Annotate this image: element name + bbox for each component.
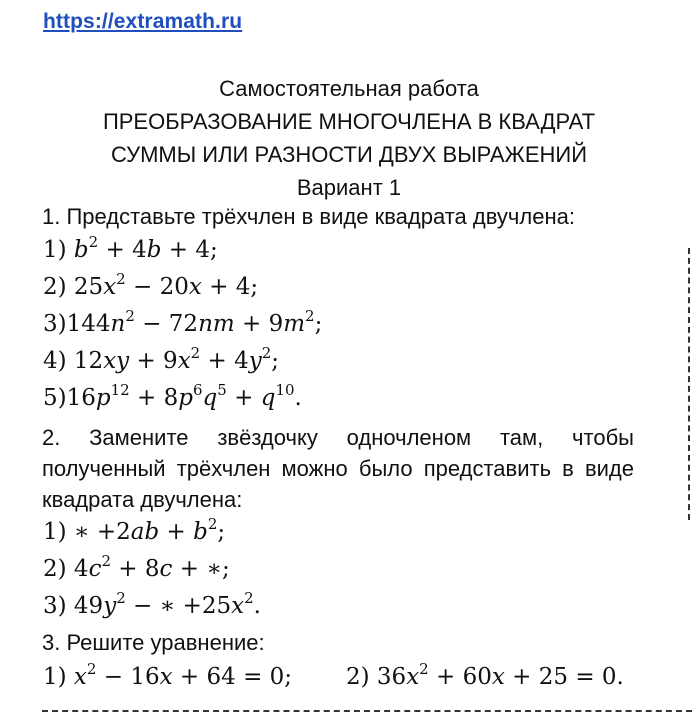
task1-heading: 1. Представьте трёхчлен в виде квадрата двучлена: [42,204,575,229]
topic-title-line-2: СУММЫ ИЛИ РАЗНОСТИ ДВУХ ВЫРАЖЕНИЙ [110,142,588,167]
task3-item-2: 2) $36x^2 + 60x + 25 = 0$. [346,660,624,690]
task1-item-5: $5)16p^{12} + 8p^6q^5 + q^{10}$. [43,381,302,411]
site-link[interactable]: https://extramath.ru [43,10,243,33]
task3-item-1: 1) $x^2 - 16x + 64 = 0$; [43,660,293,690]
cut-line-horizontal [42,710,692,712]
task1-item-4: 4) $12xy + 9x^2 + 4y^2$; [43,344,280,374]
task2-item-1: 1) ∗ $+2ab + b^2$; [43,515,226,545]
task3-heading: 3. Решите уравнение: [42,630,265,655]
topic-title-line-1: ПРЕОБРАЗОВАНИЕ МНОГОЧЛЕНА В КВАДРАТ [102,109,596,134]
worksheet-type: Самостоятельная работа [219,76,479,101]
task1-item-2: 2) $25x^2 - 20x + 4$; [43,270,259,300]
task2-item-2: 2) $4c^2 + 8c$ + ∗; [43,552,230,582]
task1-item-3: $3)144n^2 - 72nm + 9m^2$; [43,307,323,337]
title-block [0,72,698,204]
variant-label: Вариант 1 [296,175,402,200]
task2-heading: 2. Замените звёздочку одночленом там, чтобы полученный трёхчлен можно было представить в виде квадрата двучлена: [42,425,634,512]
task1-item-1: 1) $b^2 + 4b + 4$; [43,233,218,263]
task2-item-3: 3) $49y^2$ − ∗ $+25x^2$. [43,589,261,619]
cut-line-vertical [688,248,690,520]
